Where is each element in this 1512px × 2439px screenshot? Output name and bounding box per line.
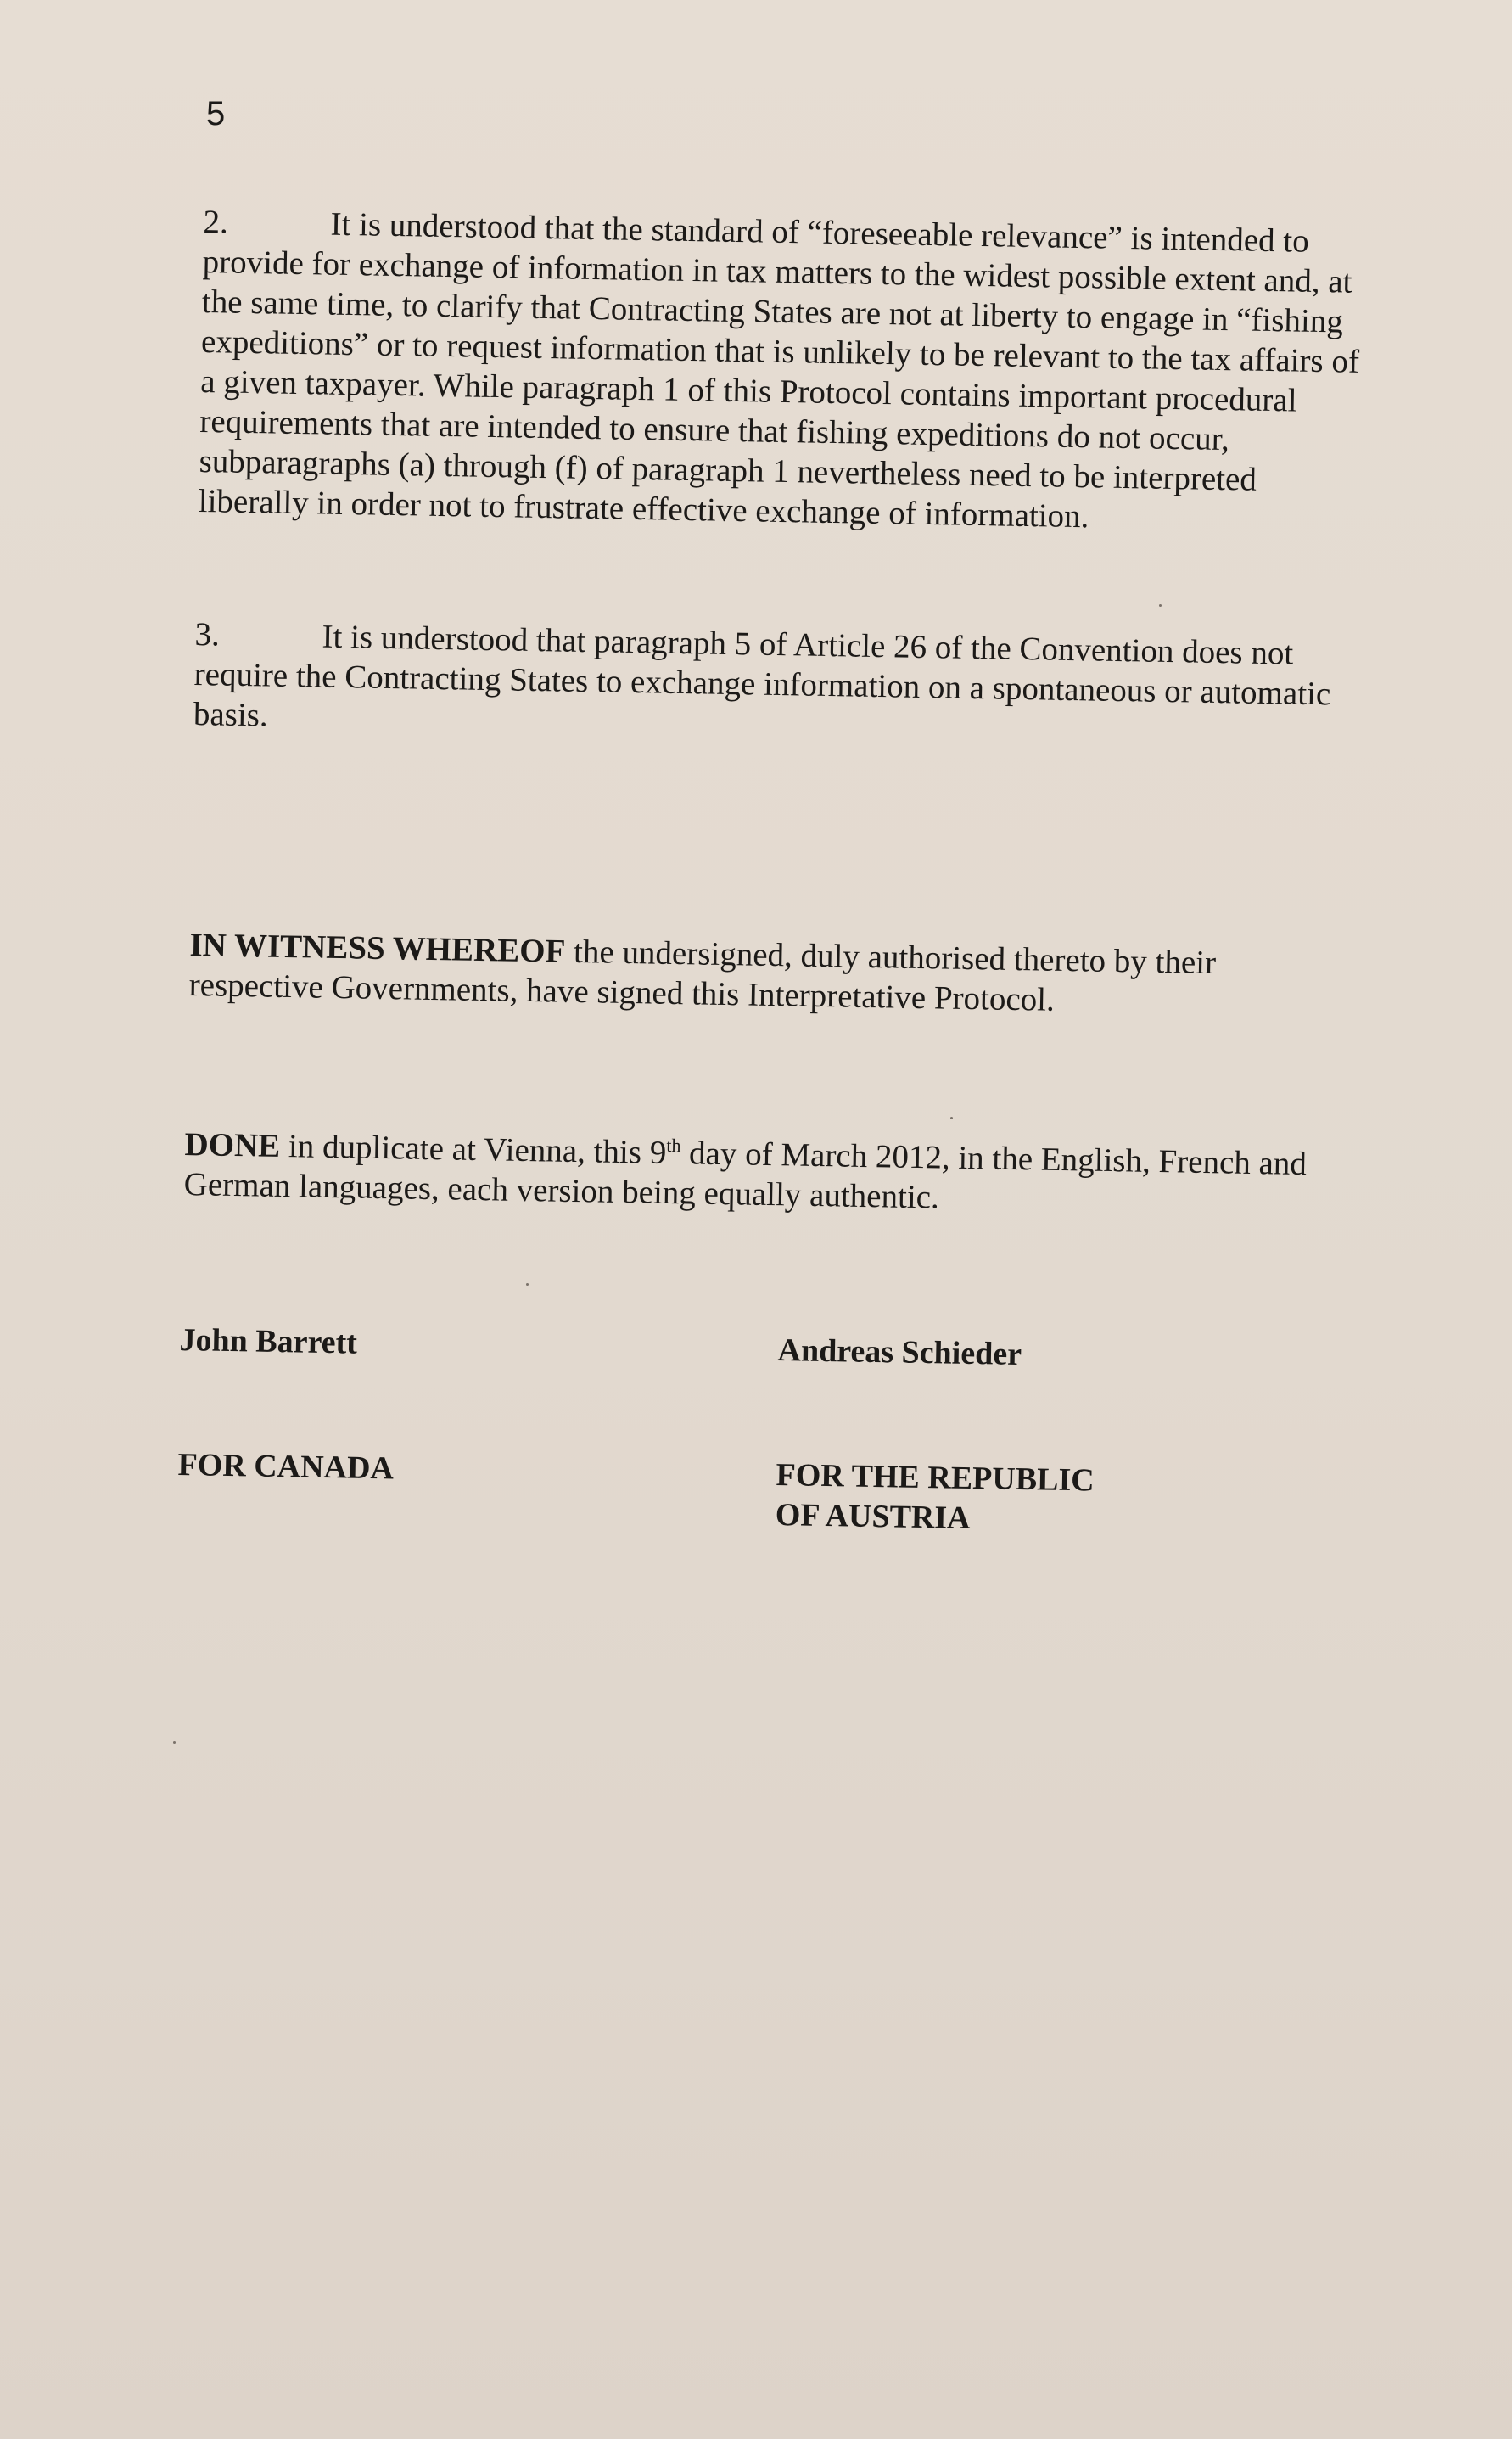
paper-speck <box>526 1283 529 1286</box>
signatory-austria-for-line2: OF AUSTRIA <box>775 1496 971 1536</box>
paragraph-2-number: 2. <box>203 203 229 241</box>
witness-text: the undersigned, duly authorised thereto by their respective Governments, have signed this Interpretative Protocol. <box>188 933 1217 1018</box>
done-superscript: th <box>666 1134 681 1157</box>
paper-speck <box>1159 604 1162 607</box>
paper-speck <box>950 1117 953 1119</box>
paragraph-3-number: 3. <box>194 615 221 653</box>
signatory-canada-name: John Barrett <box>179 1321 358 1361</box>
signatory-austria-name: Andreas Schieder <box>777 1332 1022 1373</box>
witness-clause <box>188 925 1318 1024</box>
done-text-before: in duplicate at Vienna, this 9 <box>279 1127 667 1171</box>
paragraph-3-text: It is understood that paragraph 5 of Article 26 of the Convention does not require the Contracting States to exchange information on a spontaneous or automatic basis. <box>193 618 1331 734</box>
signatory-canada-for: FOR CANADA <box>177 1446 395 1487</box>
paragraph-2 <box>198 202 1365 541</box>
done-text-after: day of March 2012, in the English, French and German languages, each version being equally authentic. <box>183 1135 1308 1216</box>
page-number: 5 <box>206 95 226 132</box>
signatory-austria-for-line1: FOR THE REPUBLIC <box>776 1456 1095 1499</box>
done-clause <box>183 1124 1347 1225</box>
witness-lead: IN WITNESS WHEREOF <box>189 926 566 970</box>
signatory-austria-for <box>775 1455 1218 1543</box>
paragraph-2-text: It is understood that the standard of “foreseeable relevance” is intended to provide for exchange of information in tax matters to the widest possible extent and, at the same time, to clarify that Contracting States are not at liberty to engage in “fishing expeditions” or to request information that is unlikely to be relevant to the tax affairs of a given taxpayer. While paragraph 1 of this Protocol contains important procedural requirements that are intended to ensure that fishing expeditions do not occur, subparagraphs (a) through (f) of paragraph 1 nevertheless need to be interpreted liberally in order not to frustrate effective exchange of information. <box>198 205 1360 535</box>
done-lead: DONE <box>184 1125 281 1164</box>
paper-speck <box>173 1741 176 1744</box>
paragraph-3 <box>193 614 1358 754</box>
